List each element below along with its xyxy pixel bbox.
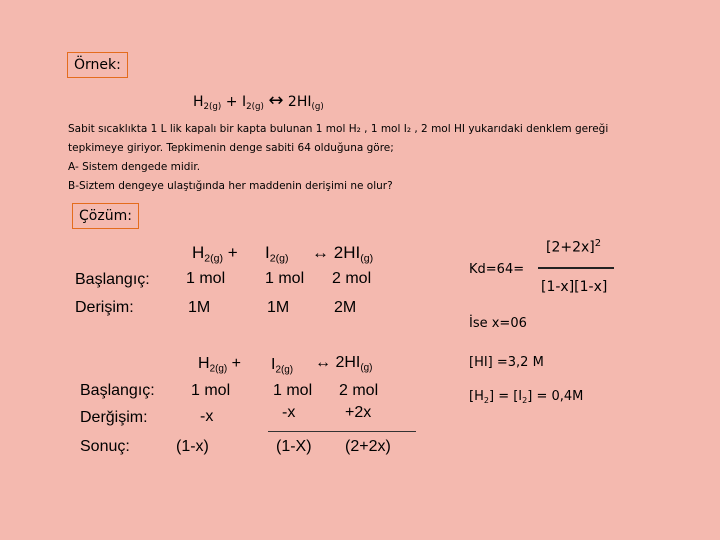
cell: 1 mol — [191, 382, 231, 399]
problem-line: Sabit sıcaklıkta 1 L lik kapalı bir kapta bulunan 1 mol H₂ , 1 mol I₂ , 2 mol HI yukarıdaki denklem gereği — [68, 123, 609, 135]
cell: 1 mol — [265, 270, 305, 287]
fraction-bar — [538, 267, 614, 269]
kd-numerator: $[2+2x]^2$ — [546, 238, 602, 256]
double-arrow-icon: ↔ — [268, 90, 284, 111]
cell: 1 mol — [186, 270, 226, 287]
kd-denominator: [1-x][1-x] — [541, 279, 608, 295]
row-label: Sonuç: — [80, 438, 130, 455]
double-arrow-icon: ↔ — [312, 243, 329, 262]
h2-i2-concentration: $[H_2] = [I_2] = 0,4M$ — [469, 389, 584, 405]
double-arrow-icon: ↔ — [315, 354, 331, 371]
table1-header-i2: $I_{2(g)}$ — [265, 243, 289, 265]
cell: (1-x) — [176, 438, 209, 455]
table2-header-i2: $I_{2(g)}$ — [271, 356, 294, 376]
reaction-equation: $H_{2(g)} + I_{2(g)}$ ↔ $2HI_{(g)}$ — [193, 90, 324, 113]
cell: -x — [200, 408, 214, 425]
cell: 2 mol — [339, 382, 379, 399]
cell: (1-X) — [276, 438, 312, 455]
solution-label: Çözüm: — [72, 203, 139, 229]
kd-label: Kd=64= — [469, 262, 525, 277]
row-label: Derişim: — [75, 299, 134, 316]
table1-header-hi: ↔ $2HI_{(g)}$ — [312, 243, 374, 265]
hi-concentration: [HI] =3,2 M — [469, 355, 544, 370]
problem-line: tepkimeye giriyor. Tepkimenin denge sabiti 64 olduğuna göre; — [68, 142, 394, 154]
row-label: Derğişim: — [80, 409, 148, 426]
example-label: Örnek: — [67, 52, 128, 78]
row-label: Başlangıç: — [75, 271, 150, 288]
table2-header-h2: $H_{2(g)}$ + — [198, 355, 241, 375]
cell: 2M — [334, 299, 357, 316]
problem-statement — [68, 120, 668, 196]
table2-header-hi: ↔ $2HI_{(g)}$ — [315, 354, 373, 374]
cell: 1 mol — [273, 382, 313, 399]
cell: 1M — [188, 299, 211, 316]
problem-line: B-Siztem dengeye ulaştığında her maddenin derişimi ne olur? — [68, 180, 393, 192]
cell: 2 mol — [332, 270, 372, 287]
solve-result: İse x=06 — [469, 316, 527, 331]
cell: (2+2x) — [345, 438, 391, 455]
table1-header-h2: $H_{2(g)}$ + — [192, 243, 238, 265]
cell: -x — [282, 404, 296, 421]
row-label: Başlangıç: — [80, 382, 155, 399]
cell: 1M — [267, 299, 290, 316]
problem-line: A- Sistem dengede midir. — [68, 161, 201, 173]
divider-line — [268, 431, 416, 432]
cell: +2x — [345, 404, 372, 421]
